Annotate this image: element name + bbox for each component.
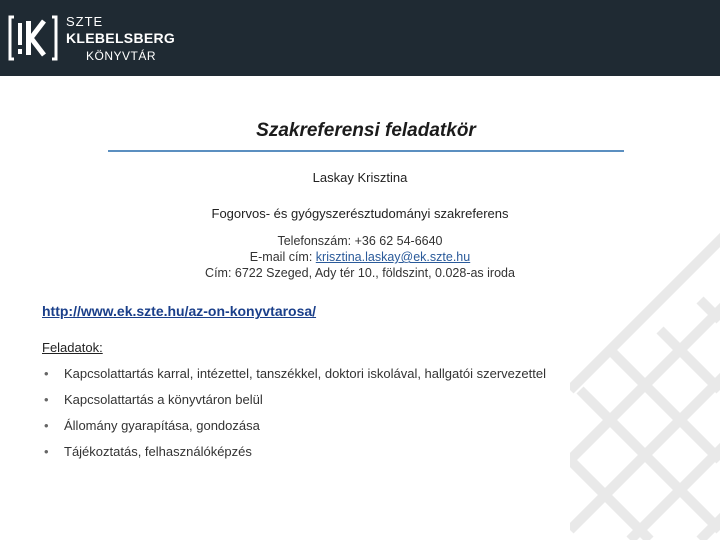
logo-wordmark xyxy=(66,15,175,62)
title-divider xyxy=(108,150,624,152)
bullet-dot-icon: • xyxy=(44,366,49,381)
list-item xyxy=(40,364,546,390)
librarian-page-link[interactable]: http://www.ek.szte.hu/az-on-konyvtarosa/ xyxy=(42,303,317,319)
bullet-dot-icon: • xyxy=(44,444,49,459)
task-text: Tájékoztatás, felhasználóképzés xyxy=(64,444,252,459)
task-text: Kapcsolattartás karral, intézettel, tanszékkel, doktori iskolával, hallgatói szervezettel xyxy=(64,366,546,381)
list-item xyxy=(40,416,546,442)
bullet-dot-icon: • xyxy=(44,392,49,407)
task-text: Kapcsolattartás a könyvtáron belül xyxy=(64,392,263,407)
email-line xyxy=(0,249,720,265)
bullet-dot-icon: • xyxy=(44,418,49,433)
librarian-role: Fogorvos- és gyógyszerésztudományi szakreferens xyxy=(211,206,509,221)
address-text: Cím: 6722 Szeged, Ady tér 10., földszint, 0.028-as iroda xyxy=(205,266,515,280)
header-bar xyxy=(0,0,720,76)
email-link[interactable]: krisztina.laskay@ek.szte.hu xyxy=(315,250,471,264)
tasks-list xyxy=(40,364,546,468)
logo-line-konyvtar: KÖNYVTÁR xyxy=(86,48,157,63)
list-item xyxy=(40,442,546,468)
logo-line-szte: SZTE xyxy=(66,13,104,29)
phone-text: Telefonszám: +36 62 54-6640 xyxy=(277,234,443,248)
contact-block xyxy=(0,233,720,281)
librarian-name: Laskay Krisztina xyxy=(312,170,408,185)
library-logo[interactable] xyxy=(8,11,175,65)
task-text: Állomány gyarapítása, gondozása xyxy=(64,418,260,433)
tasks-heading: Feladatok: xyxy=(42,340,103,355)
list-item xyxy=(40,390,546,416)
logo-mark-icon xyxy=(8,13,58,63)
page-title: Szakreferensi feladatkör xyxy=(256,120,476,141)
email-label: E-mail cím: xyxy=(249,250,316,264)
logo-line-klebelsberg: KLEBELSBERG xyxy=(66,29,176,46)
